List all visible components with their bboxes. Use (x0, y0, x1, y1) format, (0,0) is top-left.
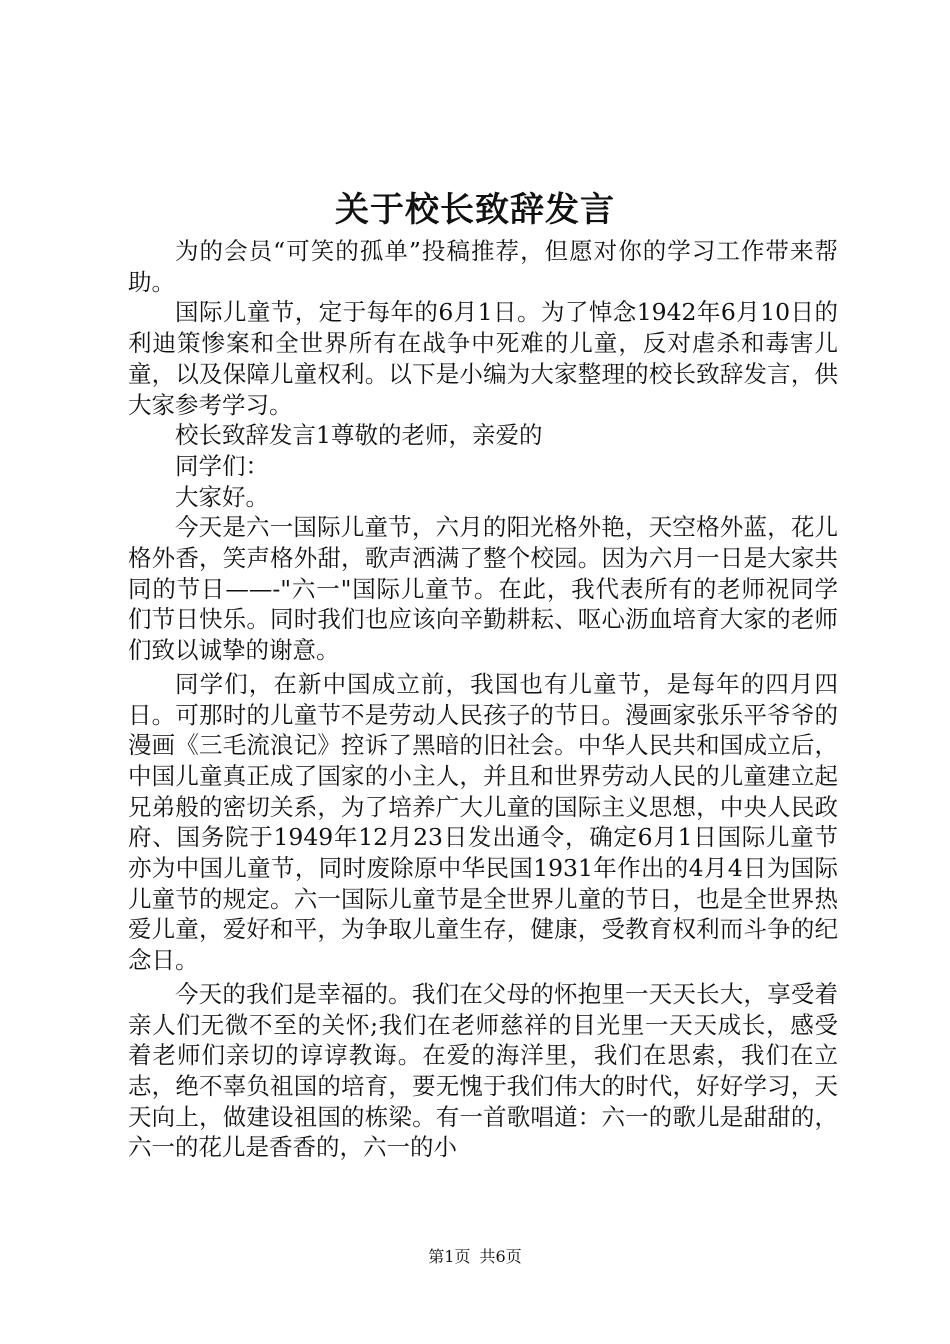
paragraph-intro: 为的会员“可笑的孤单”投稿推荐，但愿对你的学习工作带来帮助。 (128, 237, 838, 296)
page-number: 第1页 (428, 1247, 471, 1266)
page-footer (0, 1244, 950, 1267)
paragraph-happiness: 今天的我们是幸福的。我们在父母的怀抱里一天天长大，享受着亲人们无微不至的关怀;我们在老师慈祥的目光里一天天成长，感受着老师们亲切的谆谆教诲。在爱的海洋里，我们在思索，我们在立志，绝不辜负祖国的培育，要无愧于我们伟大的时代，好好学习，天天向上，做建设祖国的栋梁。有一首歌唱道：六一的歌儿是甜甜的，六一的花儿是香香的，六一的小 (128, 979, 838, 1162)
paragraph-childrens-day: 今天是六一国际儿童节，六月的阳光格外艳，天空格外蓝，花儿格外香，笑声格外甜，歌声洒满了整个校园。因为六月一日是大家共同的节日——-"六一"国际儿童节。在此，我代表所有的老师祝同学们节日快乐。同时我们也应该向辛勤耕耘、呕心沥血培育大家的老师们致以诚挚的谢意。 (128, 513, 838, 665)
document-title: 关于校长致辞发言 (335, 190, 615, 230)
paragraph-salutation: 同学们： (175, 451, 269, 480)
page-total: 共6页 (479, 1247, 522, 1266)
paragraph-speech-heading: 校长致辞发言1尊敬的老师，亲爱的 (175, 421, 543, 450)
document-body (128, 236, 838, 1163)
paragraph-greeting: 大家好。 (175, 482, 269, 511)
paragraph-history: 同学们，在新中国成立前，我国也有儿童节，是每年的四月四日。可那时的儿童节不是劳动人民孩子的节日。漫画家张乐平爷爷的漫画《三毛流浪记》控诉了黑暗的旧社会。中华人民共和国成立后，中国儿童真正成了国家的小主人，并且和世界劳动人民的儿童建立起兄弟般的密切关系，为了培养广大儿童的国际主义思想，中央人民政府、国务院于1949年12月23日发出通令，确定6月1日国际儿童节亦为中国儿童节，同时废除原中华民国1931年作出的4月4日为国际儿童节的规定。六一国际儿童节是全世界儿童的节日，也是全世界热爱儿童，爱好和平，为争取儿童生存，健康，受教育权利而斗争的纪念日。 (128, 669, 838, 975)
paragraph-background: 国际儿童节，定于每年的6月1日。为了悼念1942年6月10日的利迪策惨案和全世界所有在战争中死难的儿童，反对虐杀和毒害儿童，以及保障儿童权利。以下是小编为大家整理的校长致辞发言，供大家参考学习。 (128, 298, 838, 419)
